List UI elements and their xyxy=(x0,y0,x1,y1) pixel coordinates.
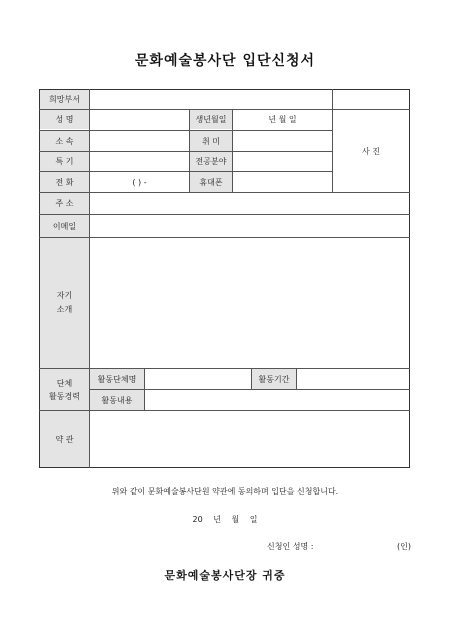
row-divider xyxy=(39,109,410,110)
label-group-name: 활동단체명 xyxy=(90,369,144,389)
column-divider xyxy=(332,89,333,192)
footer-addressee: 문화예술봉사단장 귀중 xyxy=(164,569,286,582)
label-self-intro-line1: 자기 xyxy=(56,291,73,300)
column-divider xyxy=(89,89,90,468)
photo-box: 사 진 xyxy=(362,146,380,156)
label-terms: 약 관 xyxy=(40,411,89,467)
email-field[interactable] xyxy=(90,215,409,237)
label-group-exp-line2: 활동경력 xyxy=(49,391,80,401)
row-divider xyxy=(39,214,410,215)
birth-date-field[interactable]: 년 월 일 xyxy=(268,115,297,124)
label-major: 전공분야 xyxy=(190,152,232,171)
row-divider xyxy=(39,130,333,131)
label-email: 이메일 xyxy=(40,215,89,237)
label-affiliation: 소 속 xyxy=(40,131,89,151)
row-divider xyxy=(39,171,333,172)
label-self-intro xyxy=(40,238,89,368)
row-divider xyxy=(89,389,410,390)
label-name: 성 명 xyxy=(40,110,89,129)
label-hobby: 취 미 xyxy=(190,131,232,151)
label-desired-dept: 희망부서 xyxy=(40,90,89,109)
major-field[interactable] xyxy=(233,152,332,171)
page-title: 문화예술봉사단 입단신청서 xyxy=(134,53,316,69)
column-divider xyxy=(251,368,252,389)
label-group-exp xyxy=(40,369,89,410)
row-divider xyxy=(39,368,410,369)
label-self-intro-line2: 소개 xyxy=(56,305,73,314)
seal-mark: (인) xyxy=(397,542,411,551)
label-mobile: 휴대폰 xyxy=(190,172,232,192)
date-line: 20 년 월 일 xyxy=(192,515,258,524)
row-divider xyxy=(39,237,410,238)
label-address: 주 소 xyxy=(40,193,89,214)
column-divider xyxy=(189,109,190,192)
group-name-field[interactable] xyxy=(145,369,251,389)
phone-field[interactable]: ( ) - xyxy=(132,177,147,187)
address-field[interactable] xyxy=(90,193,409,214)
column-divider xyxy=(232,109,233,192)
affiliation-field[interactable] xyxy=(90,131,189,151)
label-activity-content: 활동내용 xyxy=(90,390,144,410)
row-divider xyxy=(39,410,410,411)
agreement-statement: 위와 같이 문화예술봉사단원 약관에 동의하며 입단을 신청합니다. xyxy=(111,487,339,496)
label-specialty: 특 기 xyxy=(40,152,89,171)
self-intro-field[interactable] xyxy=(90,238,409,368)
row-divider xyxy=(39,151,333,152)
terms-field xyxy=(90,411,409,467)
hobby-field[interactable] xyxy=(233,131,332,151)
activity-content-field[interactable] xyxy=(145,390,409,410)
specialty-field[interactable] xyxy=(90,152,189,171)
label-birth-date: 생년월일 xyxy=(190,110,232,129)
desired-dept-field[interactable] xyxy=(90,90,332,109)
activity-period-field[interactable] xyxy=(297,369,409,389)
row-divider xyxy=(39,192,410,193)
label-activity-period: 활동기간 xyxy=(252,369,296,389)
applicant-signature-label: 신청인 성명 : xyxy=(267,542,314,551)
column-divider xyxy=(296,368,297,389)
name-field[interactable] xyxy=(90,110,189,129)
column-divider xyxy=(144,368,145,410)
label-phone: 전 화 xyxy=(40,172,89,192)
mobile-field[interactable] xyxy=(233,172,332,192)
label-group-exp-line1: 단체 xyxy=(56,378,73,388)
